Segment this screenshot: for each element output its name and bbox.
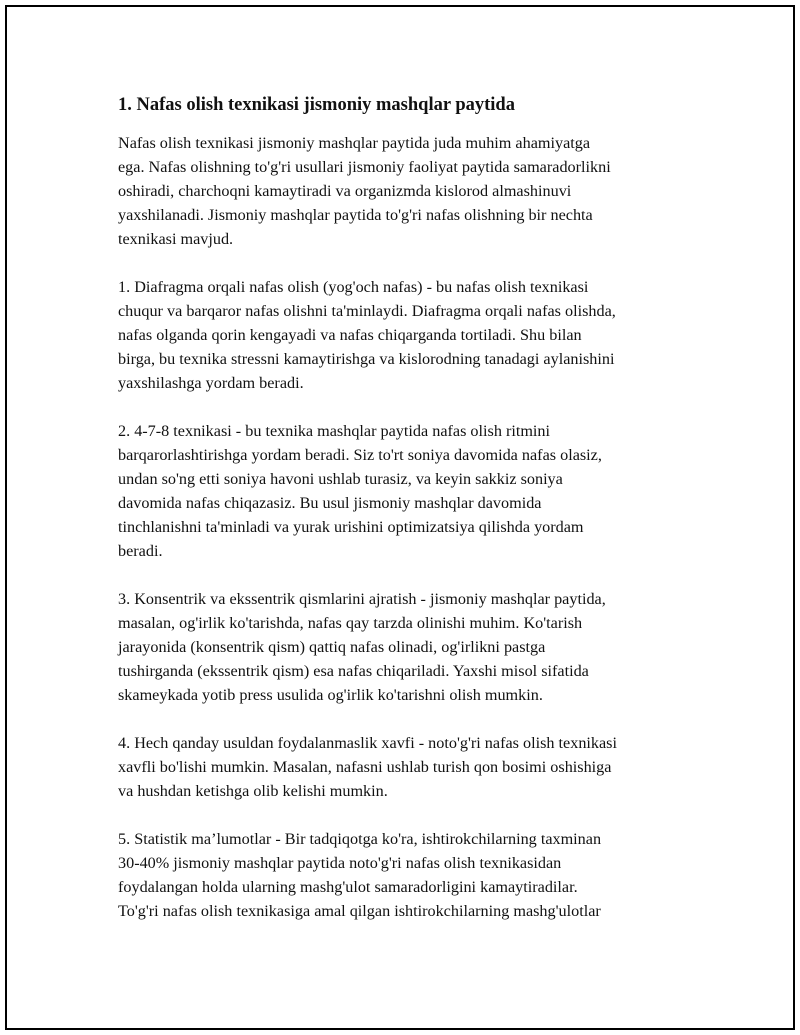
paragraph-no-technique-risk: 4. Hech qanday usuldan foydalanmaslik xavfi - noto'g'ri nafas olish texnikasi xavfli bo'lishi mumkin. Masalan, nafasni ushlab turish qon bosimi oshishiga va hushdan ketishga olib kelishi mumkin. xyxy=(118,734,617,800)
paragraph-statistics: 5. Statistik ma’lumotlar - Bir tadqiqotga ko'ra, ishtirokchilarning taxminan 30-40% jismoniy mashqlar paytida noto'g'ri nafas olish texnikasidan foydalangan holda ularning mashg'ulot samaradorligini kamaytiradilar. To'g'ri nafas olish texnikasiga amal qilgan ishtirokchilarning mashg'ulotlar xyxy=(118,830,602,920)
paragraph-4-7-8-technique: 2. 4-7-8 texnikasi - bu texnika mashqlar paytida nafas olish ritmini barqarorlashtirishga yordam beradi. Siz to'rt soniya davomida nafas olasiz, undan so'ng etti soniya havoni ushlab turasiz, va keyin sakkiz soniya davomida nafas chiqazasiz. Bu usul jismoniy mashqlar davomida tinchlanishni ta'minladi va yurak urishini optimizatsiya qilishda yordam beradi. xyxy=(118,422,602,560)
paragraph-concentric-eccentric: 3. Konsentrik va ekssentrik qismlarini ajratish - jismoniy mashqlar paytida, masalan, og'irlik ko'tarishda, nafas qay tarzda olinishi muhim. Ko'tarish jarayonida (konsentrik qism) qattiq nafas olinadi, og'irlikni pastga tushirganda (ekssentrik qism) esa nafas chiqariladi. Yaxshi misol sifatida skameykada yotib press usulida og'irlik ko'tarishni olish mumkin. xyxy=(118,590,606,704)
paragraph-diaphragm-breathing: 1. Diafragma orqali nafas olish (yog'och nafas) - bu nafas olish texnikasi chuqur va barqaror nafas olishni ta'minlaydi. Diafragma orqali nafas olishda, nafas olganda qorin kengayadi va nafas chiqarganda tortiladi. Shu bilan birga, bu texnika stressni kamaytirishga va kislorodning tanadagi aylanishini yaxshilashga yordam beradi. xyxy=(118,278,616,392)
intro-paragraph: Nafas olish texnikasi jismoniy mashqlar paytida juda muhim ahamiyatga ega. Nafas olishning to'g'ri usullari jismoniy faoliyat paytida samaradorlikni oshiradi, charchoqni kamaytiradi va organizmda kislorod almashinuvi yaxshilanadi. Jismoniy mashqlar paytida to'g'ri nafas olishning bir nechta texnikasi mavjud. xyxy=(118,134,611,248)
document-body xyxy=(112,92,692,947)
document-title: 1. Nafas olish texnikasi jismoniy mashqlar paytida xyxy=(118,95,515,115)
